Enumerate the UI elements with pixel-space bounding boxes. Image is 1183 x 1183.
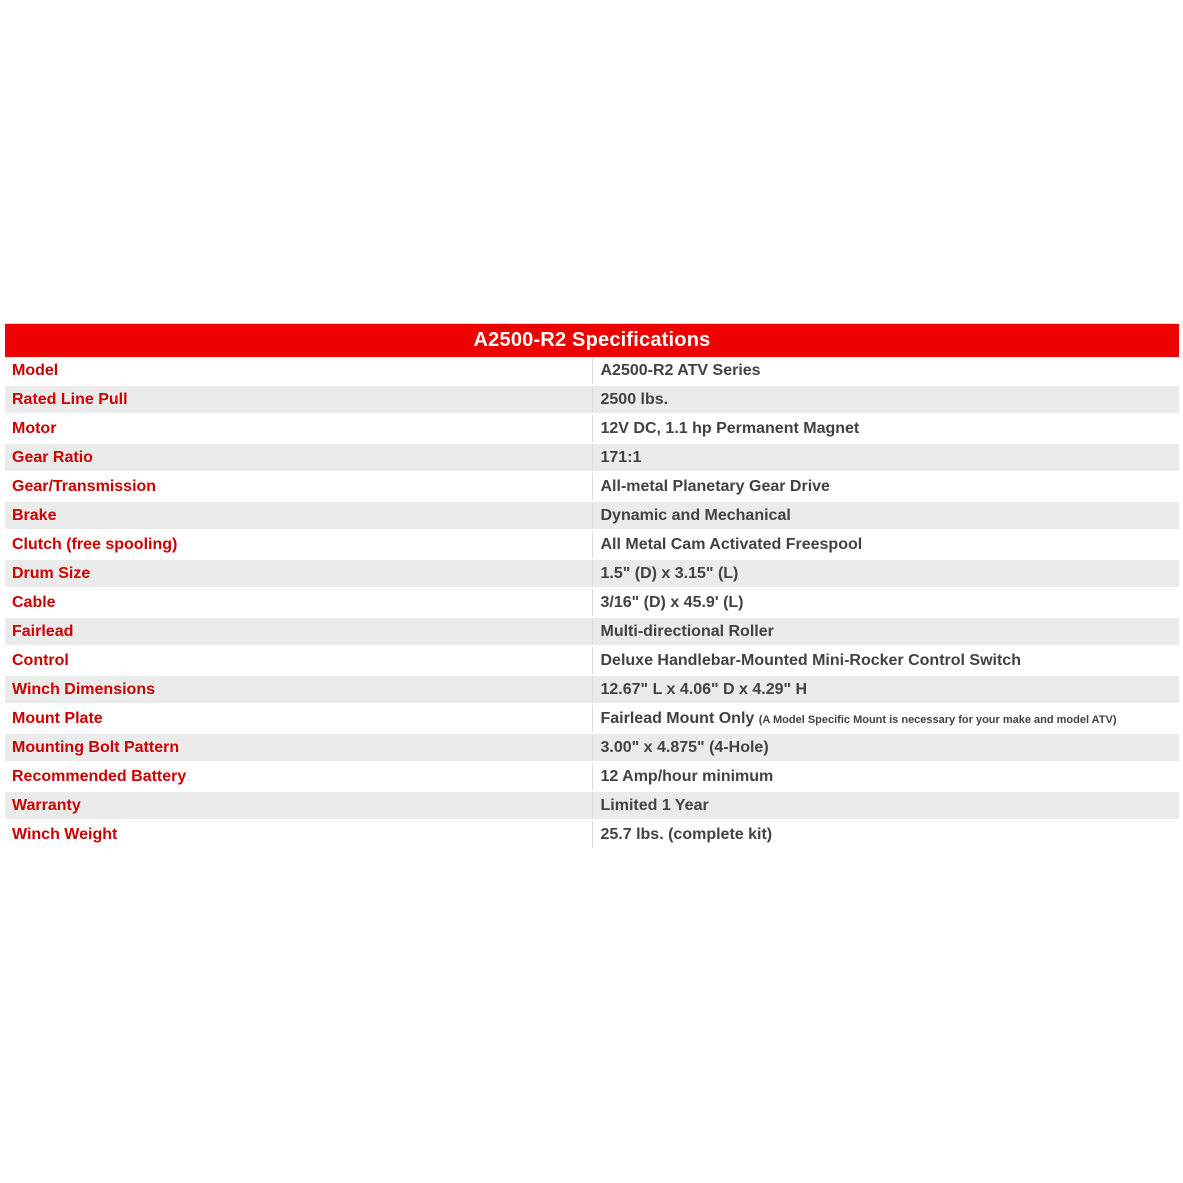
spec-value-text: All Metal Cam Activated Freespool: [600, 535, 863, 553]
spec-value: [592, 675, 1179, 704]
table-row: [5, 791, 1179, 820]
spec-value-text: 25.7 lbs. (complete kit): [600, 825, 773, 843]
table-row: [5, 501, 1179, 530]
spec-label: Fairlead: [5, 617, 592, 646]
spec-value: [592, 646, 1179, 675]
table-row: [5, 646, 1179, 675]
table-row: [5, 820, 1179, 849]
specifications-table: [5, 323, 1179, 850]
spec-value: [592, 530, 1179, 559]
spec-label: Winch Dimensions: [5, 675, 592, 704]
spec-label: Gear Ratio: [5, 443, 592, 472]
table-row: [5, 704, 1179, 733]
table-row: [5, 385, 1179, 414]
spec-value: [592, 501, 1179, 530]
spec-value: [592, 559, 1179, 588]
spec-value-text: Deluxe Handlebar-Mounted Mini-Rocker Control Switch: [600, 651, 1021, 669]
spec-label: Drum Size: [5, 559, 592, 588]
table-row: [5, 617, 1179, 646]
table-row: [5, 414, 1179, 443]
spec-value-note: (A Model Specific Mount is necessary for your make and model ATV): [758, 713, 1117, 726]
spec-value-text: 1.5" (D) x 3.15" (L): [600, 564, 739, 582]
spec-label: Model: [5, 357, 592, 385]
spec-label: Winch Weight: [5, 820, 592, 849]
spec-value: [592, 443, 1179, 472]
spec-value-text: All-metal Planetary Gear Drive: [600, 477, 830, 495]
table-row: [5, 588, 1179, 617]
spec-value: [592, 704, 1179, 733]
spec-value: [592, 414, 1179, 443]
spec-value-text: 12 Amp/hour minimum: [600, 767, 774, 785]
spec-label: Warranty: [5, 791, 592, 820]
spec-value: [592, 617, 1179, 646]
spec-label: Rated Line Pull: [5, 385, 592, 414]
table-row: [5, 357, 1179, 385]
spec-label: Brake: [5, 501, 592, 530]
spec-value-text: Limited 1 Year: [600, 796, 709, 814]
spec-value-text: Dynamic and Mechanical: [600, 506, 791, 524]
spec-value: [592, 791, 1179, 820]
table-row: [5, 762, 1179, 791]
spec-value-text: 3.00" x 4.875" (4-Hole): [600, 738, 769, 756]
table-row: [5, 443, 1179, 472]
spec-value-text: 171:1: [600, 448, 642, 466]
spec-value-text: 12V DC, 1.1 hp Permanent Magnet: [600, 419, 860, 437]
spec-value-text: 12.67" L x 4.06" D x 4.29" H: [600, 680, 808, 698]
spec-value-text: Multi-directional Roller: [600, 622, 774, 640]
spec-value: [592, 762, 1179, 791]
spec-value-text: A2500-R2 ATV Series: [600, 361, 761, 379]
spec-label: Mounting Bolt Pattern: [5, 733, 592, 762]
spec-label: Motor: [5, 414, 592, 443]
spec-value-text: 2500 lbs.: [600, 390, 669, 408]
spec-value-text: Fairlead Mount Only: [600, 709, 755, 727]
spec-value: [592, 820, 1179, 849]
spec-label: Clutch (free spooling): [5, 530, 592, 559]
spec-value-text: 3/16" (D) x 45.9' (L): [600, 593, 744, 611]
spec-value: [592, 733, 1179, 762]
spec-value: [592, 385, 1179, 414]
spec-label: Cable: [5, 588, 592, 617]
spec-value: [592, 588, 1179, 617]
table-row: [5, 733, 1179, 762]
table-header-row: [5, 324, 1179, 358]
table-row: [5, 472, 1179, 501]
table-row: [5, 675, 1179, 704]
table-title: A2500-R2 Specifications: [5, 324, 1179, 358]
table-body: [5, 357, 1179, 849]
spec-value: [592, 472, 1179, 501]
spec-label: Mount Plate: [5, 704, 592, 733]
spec-label: Control: [5, 646, 592, 675]
spec-value: [592, 357, 1179, 385]
spec-label: Recommended Battery: [5, 762, 592, 791]
table-row: [5, 559, 1179, 588]
table-row: [5, 530, 1179, 559]
spec-label: Gear/Transmission: [5, 472, 592, 501]
